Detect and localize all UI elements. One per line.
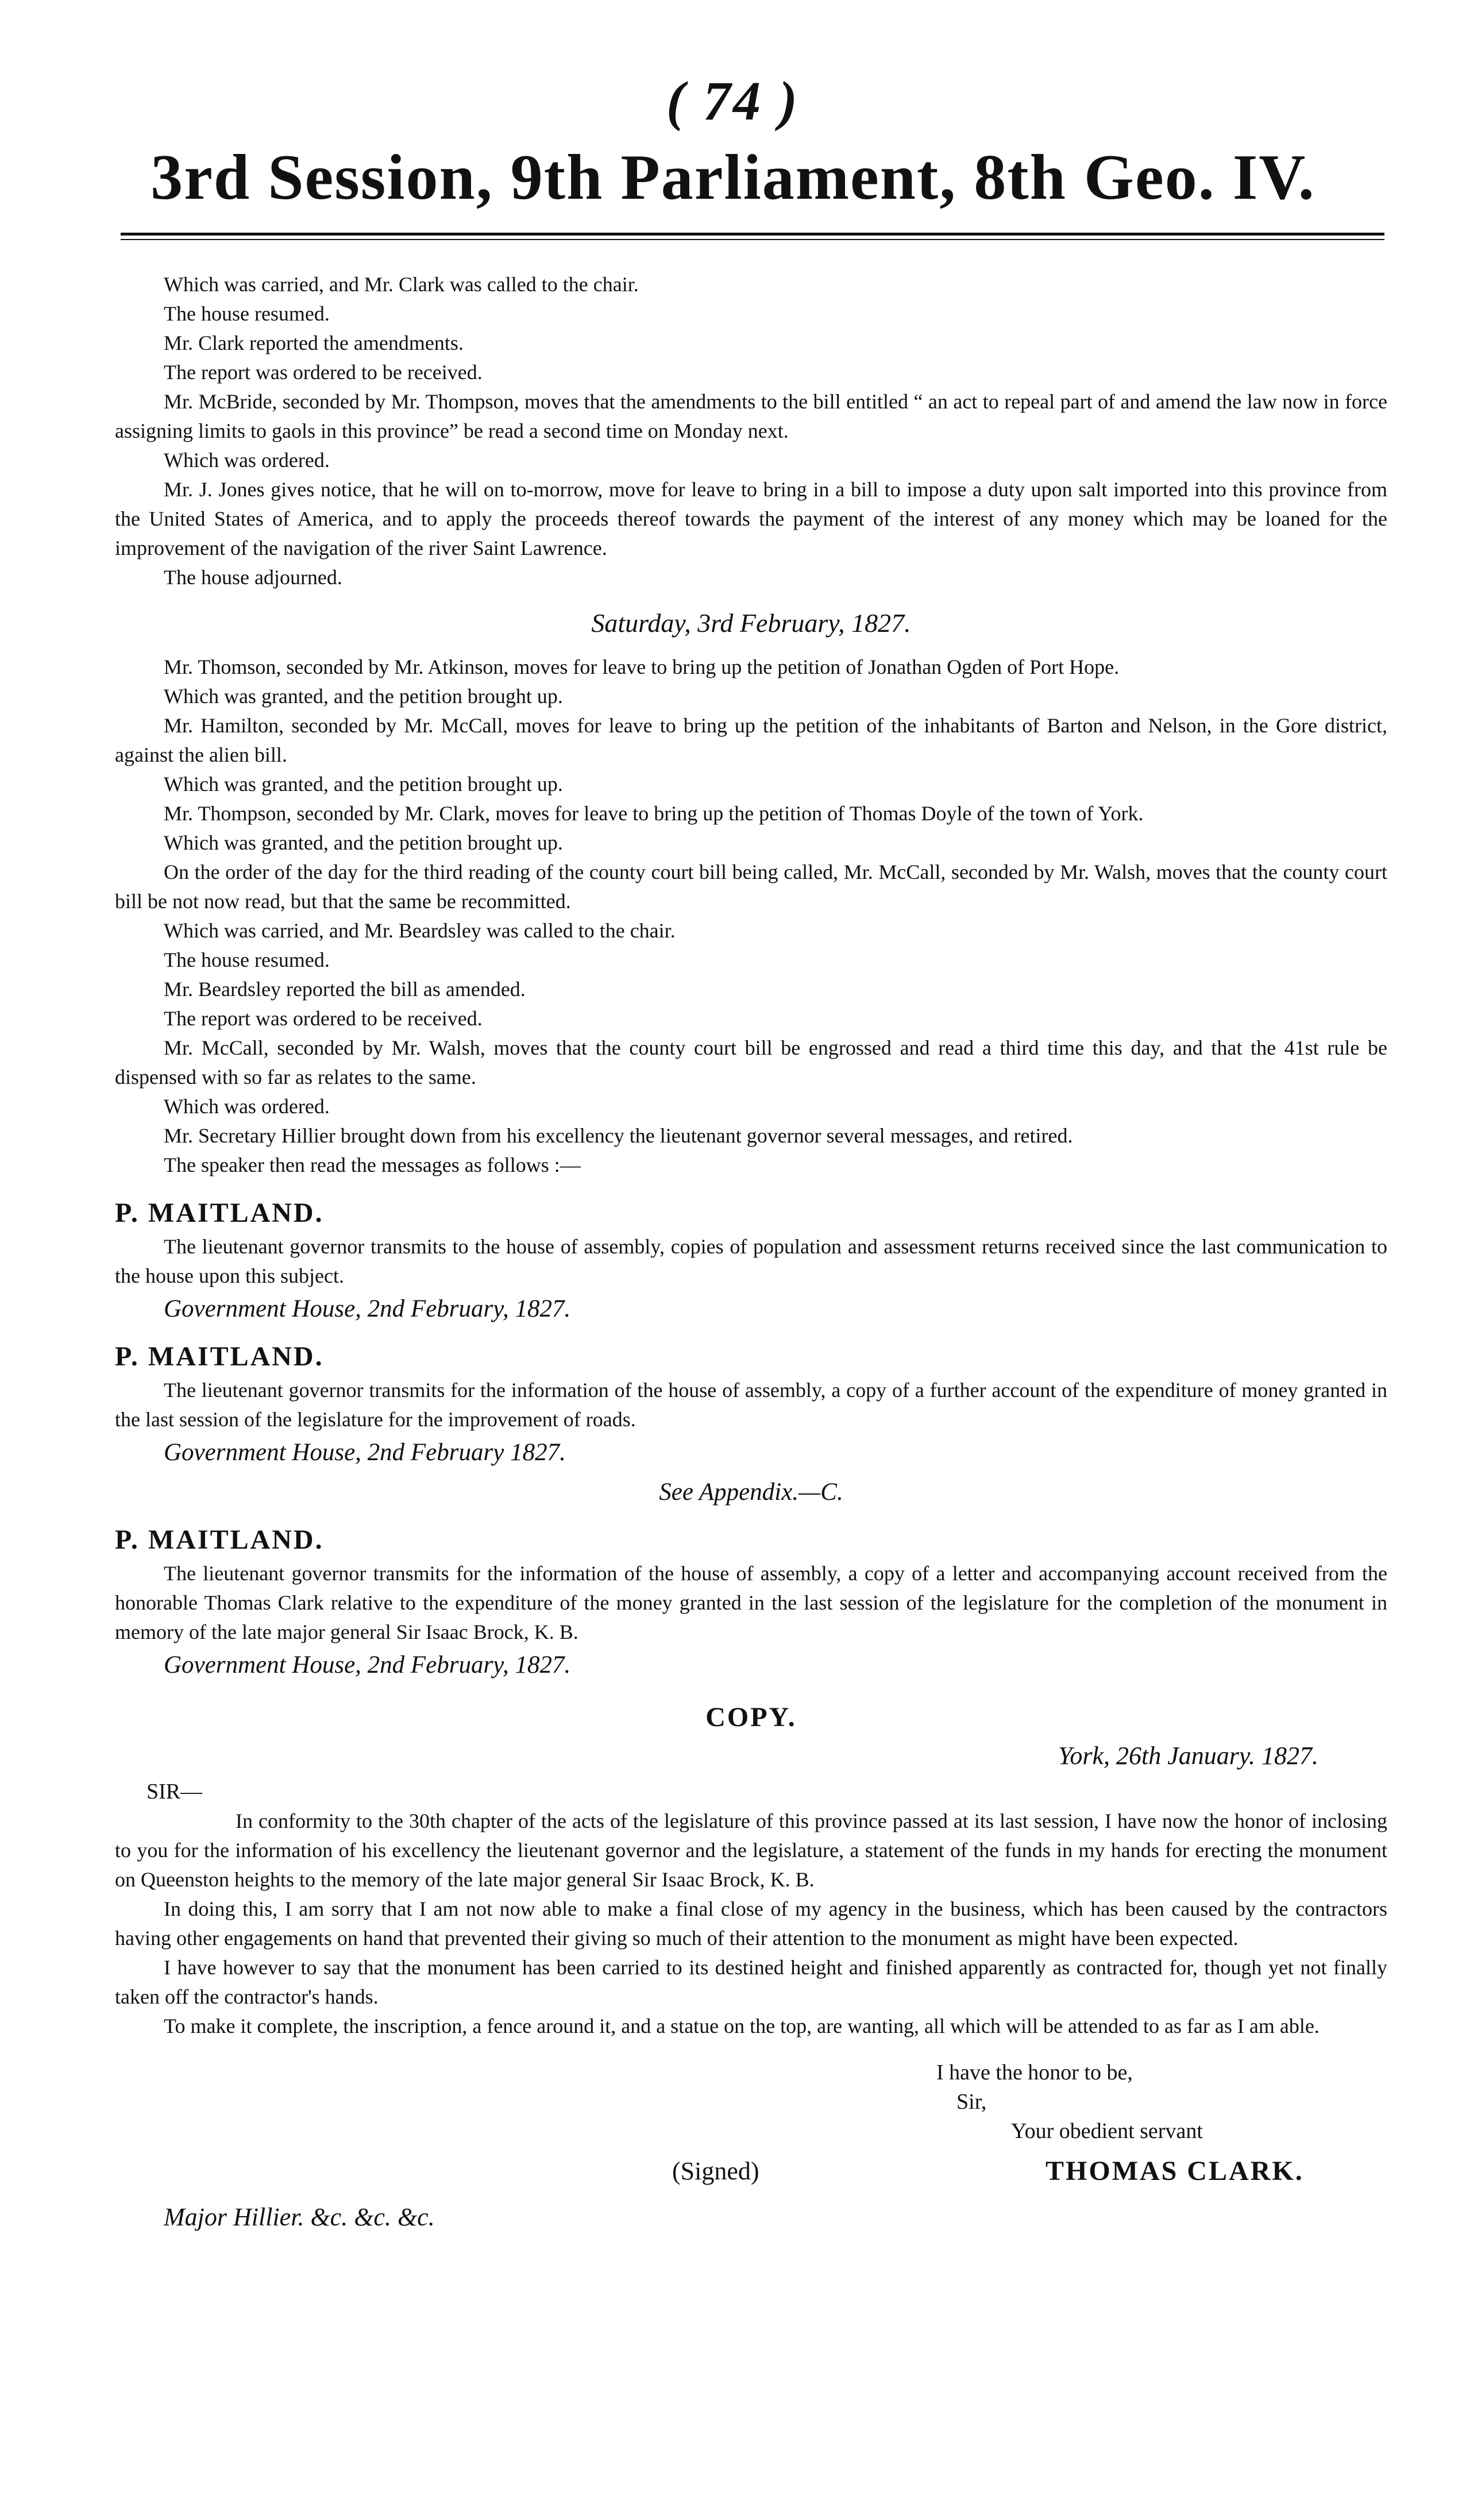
document-body	[115, 270, 1387, 2232]
paragraph: Which was carried, and Mr. Beardsley was called to the chair.	[164, 919, 676, 942]
paragraph: Mr. Thompson, seconded by Mr. Clark, moves for leave to bring up the petition of Thomas Doyle of the town of York.	[164, 802, 1144, 825]
paragraph: Mr. J. Jones gives notice, that he will on to-morrow, move for leave to bring in a bill to impose a duty upon salt imported into this province from the United States of America, and to apply the proceeds thereof towards the payment of the interest of any money which may be loaned for the improvement of the navigation of the river Saint Lawrence.	[115, 478, 1387, 559]
message-text: The lieutenant governor transmits for the information of the house of assembly, a copy of a further account of the expenditure of money granted in the last session of the legislature for the improvement of roads.	[115, 1379, 1387, 1431]
paragraph: The house adjourned.	[164, 566, 342, 589]
header-rule-thin	[121, 239, 1384, 240]
paragraph: On the order of the day for the third reading of the county court bill being called, Mr. McCall, seconded by Mr. Walsh, moves that the county court bill be not now read, but that the same be recommitted.	[115, 860, 1387, 913]
paragraph: Mr. McCall, seconded by Mr. Walsh, moves that the county court bill be engrossed and read a third time this day, and that the 41st rule be dispensed with so far as relates to the same.	[115, 1036, 1387, 1089]
paragraph: Which was granted, and the petition brought up.	[164, 773, 563, 796]
paragraph: The report was ordered to be received.	[164, 361, 483, 384]
copy-heading: COPY.	[705, 1702, 797, 1732]
letter-salutation: SIR—	[146, 1780, 203, 1804]
paragraph: The house resumed.	[164, 948, 330, 971]
header-rule	[121, 233, 1384, 236]
message-text: The lieutenant governor transmits for the information of the house of assembly, a copy of a letter and accompanying account received from the honorable Thomas Clark relative to the expenditure of the money granted in the last session of the legislature for the completion of the monument in memory of the late major general Sir Isaac Brock, K. B.	[115, 1562, 1387, 1643]
paragraph: Mr. McBride, seconded by Mr. Thompson, moves that the amendments to the bill entitled “ an act to repeal part of and amend the law now in force assigning limits to gaols in this province” be read a second time on Monday next.	[115, 390, 1387, 442]
message-place: Government House, 2nd February, 1827.	[164, 1651, 571, 1678]
letter-paragraph: In conformity to the 30th chapter of the acts of the legislature of this province passed at its last session, I have now the honor of inclosing to you for the information of his excellency the lieutenant governor and the legislature, a statement of the funds in my hands for erecting the monument on Queenston heights to the memory of the late major general Sir Isaac Brock, K. B.	[115, 1809, 1387, 1891]
message-signature: P. MAITLAND.	[115, 1341, 324, 1372]
letter-date: York, 26th January. 1827.	[1058, 1742, 1318, 1770]
date-heading: Saturday, 3rd February, 1827.	[591, 608, 911, 638]
message-text: The lieutenant governor transmits to the house of assembly, copies of population and assessment returns received since the last communication to the house upon this subject.	[115, 1235, 1387, 1287]
letter-closing: Sir,	[956, 2090, 987, 2114]
paragraph: Mr. Secretary Hillier brought down from his excellency the lieutenant governor several messages, and retired.	[164, 1124, 1073, 1147]
appendix-reference: See Appendix.—C.	[659, 1479, 843, 1506]
paragraph: The speaker then read the messages as follows :—	[164, 1153, 581, 1176]
page-header: 3rd Session, 9th Parliament, 8th Geo. IV.	[151, 142, 1315, 213]
page-number: ( 74 )	[666, 70, 800, 132]
paragraph: Mr. Clark reported the amendments.	[164, 331, 464, 354]
letter-closing: I have the honor to be,	[936, 2060, 1133, 2085]
paragraph: Which was ordered.	[164, 1095, 330, 1118]
paragraph: Which was granted, and the petition brought up.	[164, 685, 563, 708]
paragraph: Which was granted, and the petition brought up.	[164, 831, 563, 854]
message-place: Government House, 2nd February, 1827.	[164, 1295, 571, 1322]
paragraph: Which was ordered.	[164, 449, 330, 472]
paragraph: The house resumed.	[164, 302, 330, 325]
message-signature: P. MAITLAND.	[115, 1198, 324, 1228]
paragraph: The report was ordered to be received.	[164, 1007, 483, 1030]
paragraph: Mr. Beardsley reported the bill as amended.	[164, 978, 526, 1001]
paragraph: Mr. Thomson, seconded by Mr. Atkinson, moves for leave to bring up the petition of Jonathan Ogden of Port Hope.	[164, 655, 1120, 678]
letter-paragraph: In doing this, I am sorry that I am not now able to make a final close of my agency in the business, which has been caused by the contractors having other engagements on hand that prevented their giving so much of their attention to the monument as might have been expected.	[115, 1897, 1387, 1950]
signature-row	[115, 2152, 1387, 2199]
message-place: Government House, 2nd February 1827.	[164, 1439, 566, 1466]
letter-signer: THOMAS CLARK.	[1046, 2156, 1304, 2186]
letter-closing: Your obedient servant	[1011, 2119, 1203, 2143]
signed-label: (Signed)	[672, 2157, 759, 2185]
paragraph: Which was carried, and Mr. Clark was called to the chair.	[164, 273, 639, 296]
letter-paragraph: To make it complete, the inscription, a fence around it, and a statue on the top, are wanting, all which will be attended to as far as I am able.	[164, 2015, 1320, 2037]
paragraph: Mr. Hamilton, seconded by Mr. McCall, moves for leave to bring up the petition of the inhabitants of Barton and Nelson, in the Gore district, against the alien bill.	[115, 714, 1387, 766]
letter-paragraph: I have however to say that the monument has been carried to its destined height and finished apparently as contracted for, though yet not finally taken off the contractor's hands.	[115, 1956, 1387, 2008]
message-signature: P. MAITLAND.	[115, 1525, 324, 1555]
letter-addressee: Major Hillier. &c. &c. &c.	[164, 2203, 435, 2231]
